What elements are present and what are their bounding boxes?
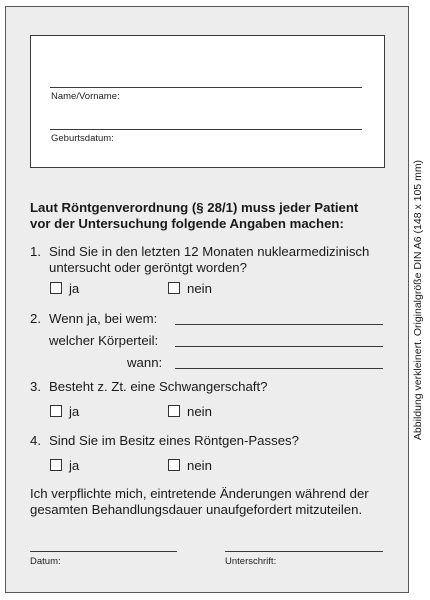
date-field-line[interactable]: [30, 551, 177, 552]
q2-label-body-part: welcher Körperteil:: [49, 333, 159, 348]
heading-line-1: Laut Röntgenverordnung (§ 28/1) muss jeder Patient: [30, 200, 359, 215]
heading-line-2: vor der Untersuchung folgende Angaben machen:: [30, 216, 344, 231]
birthdate-label: Geburtsdatum:: [51, 133, 114, 144]
q1-no-label: nein: [187, 281, 212, 296]
side-caption: Abbildung verkleinert. Originalgröße DIN A6 (148 x 105 mm): [412, 159, 424, 441]
name-label: Name/Vorname:: [51, 91, 120, 102]
q2-label-who: Wenn ja, bei wem:: [49, 311, 158, 326]
q3-no-label: nein: [187, 404, 212, 419]
q3-number: 3.: [30, 379, 41, 394]
patient-info-box: [30, 35, 385, 168]
closing-line-1: Ich verpflichte mich, eintretende Änderungen während der: [30, 486, 369, 501]
q4-no-checkbox[interactable]: [168, 459, 180, 471]
signature-field-line[interactable]: [225, 551, 383, 552]
closing-line-2: gesamten Behandlungsdauer unaufgefordert mitzuteilen.: [30, 502, 363, 517]
q4-text: Sind Sie im Besitz eines Röntgen-Passes?: [49, 433, 299, 448]
q2-who-field-line[interactable]: [175, 324, 383, 325]
q1-text-line-1: Sind Sie in den letzten 12 Monaten nuklearmedizinisch: [49, 244, 370, 259]
q1-yes-checkbox[interactable]: [50, 282, 62, 294]
signature-label: Unterschrift:: [225, 556, 277, 567]
q2-body-part-field-line[interactable]: [175, 346, 383, 347]
date-label: Datum:: [30, 556, 61, 567]
q3-no-checkbox[interactable]: [168, 405, 180, 417]
q4-number: 4.: [30, 433, 41, 448]
q2-number: 2.: [30, 311, 41, 326]
q3-yes-label: ja: [69, 404, 80, 419]
q1-number: 1.: [30, 244, 41, 259]
q2-label-when: wann:: [127, 355, 163, 370]
q1-yes-label: ja: [69, 281, 80, 296]
birthdate-field-line[interactable]: [50, 129, 362, 130]
q4-yes-checkbox[interactable]: [50, 459, 62, 471]
q1-no-checkbox[interactable]: [168, 282, 180, 294]
q3-text: Besteht z. Zt. eine Schwangerschaft?: [49, 379, 268, 394]
form-card: [5, 6, 409, 593]
q4-yes-label: ja: [69, 458, 80, 473]
q3-yes-checkbox[interactable]: [50, 405, 62, 417]
q4-no-label: nein: [187, 458, 212, 473]
name-field-line[interactable]: [50, 87, 362, 88]
q1-text-line-2: untersucht oder geröntgt worden?: [49, 260, 247, 275]
q2-when-field-line[interactable]: [175, 368, 383, 369]
